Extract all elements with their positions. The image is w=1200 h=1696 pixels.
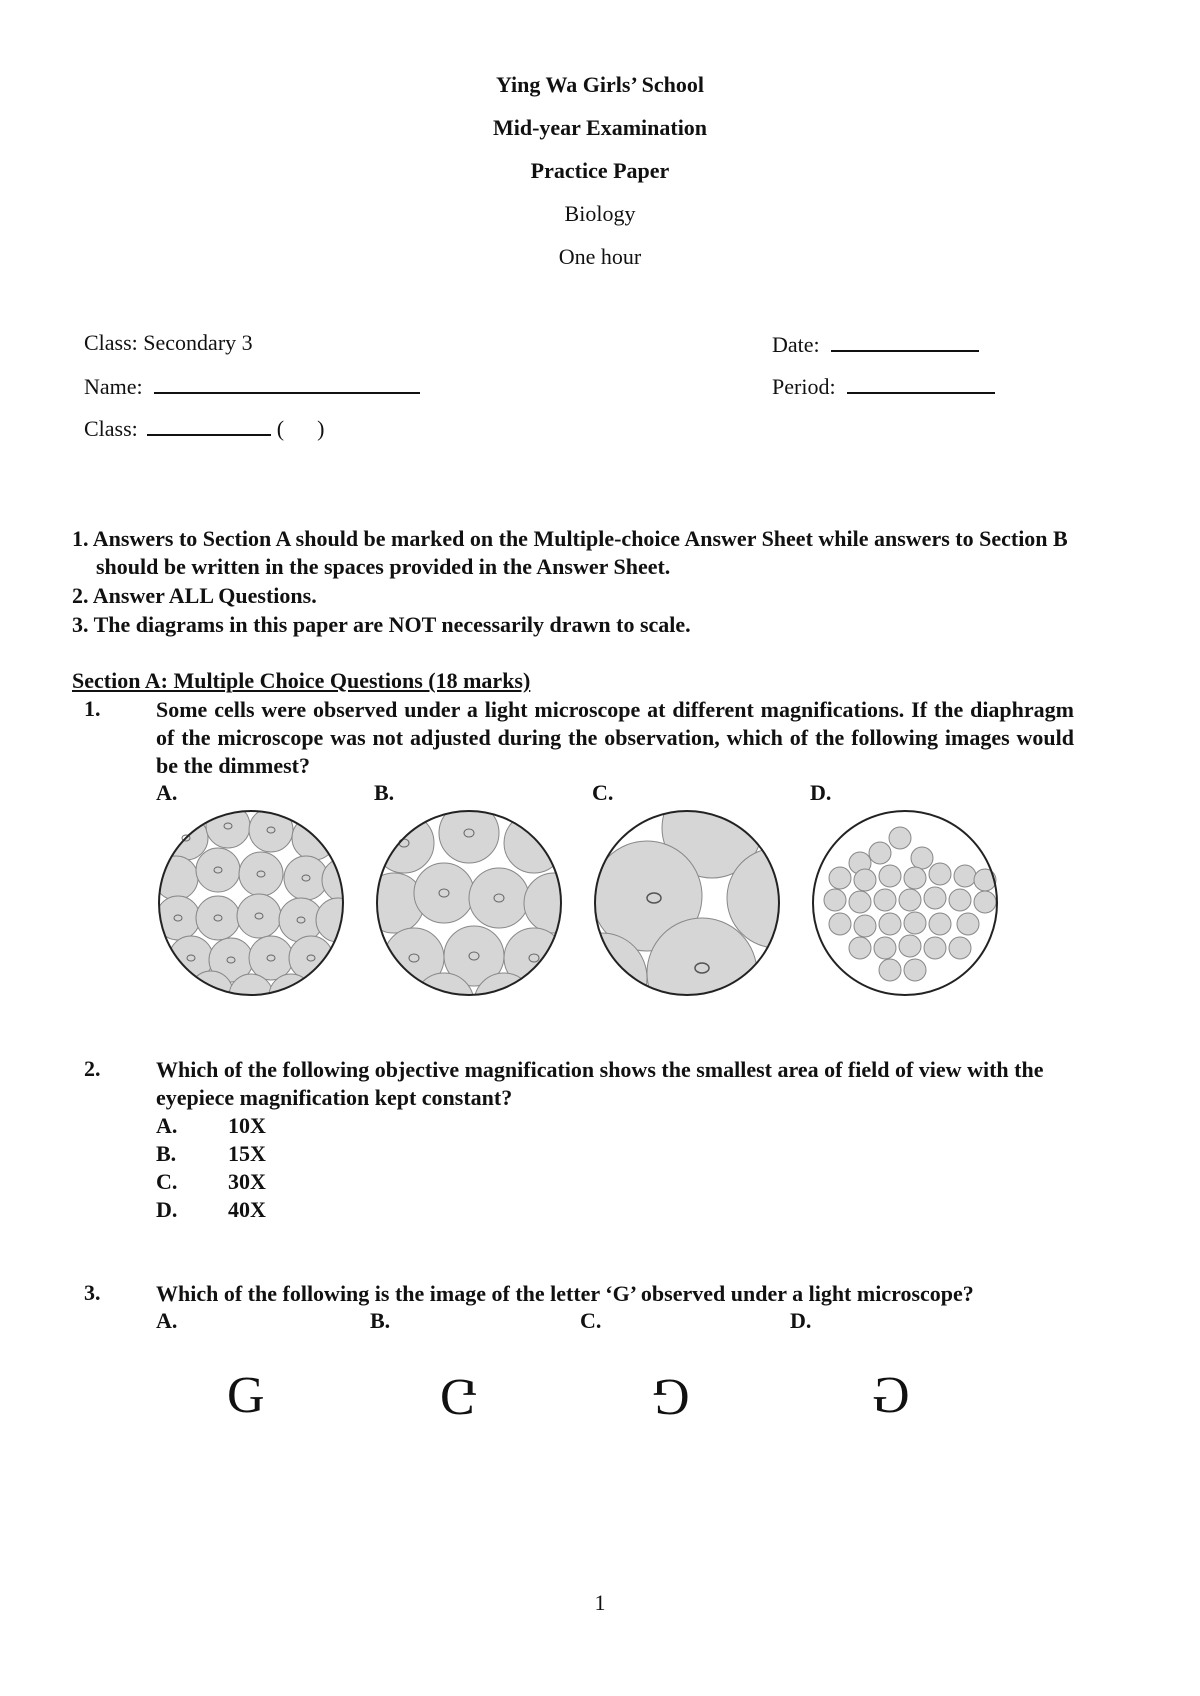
q2-option-c-value: 30X bbox=[228, 1169, 266, 1194]
instruction-1-cont: should be written in the spaces provided in the Answer Sheet. bbox=[96, 554, 671, 579]
letter-g-normal: G bbox=[227, 1367, 265, 1424]
q2-option-a[interactable] bbox=[156, 1113, 266, 1139]
name-label: Name: bbox=[84, 374, 143, 399]
q1-option-c[interactable]: C. bbox=[592, 780, 614, 805]
cells-view-icon bbox=[374, 808, 564, 998]
question-1-number: 1. bbox=[84, 696, 101, 721]
class-number-paren: ( ) bbox=[276, 416, 325, 441]
q2-option-b-letter: B. bbox=[156, 1141, 177, 1166]
question-3-number: 3. bbox=[84, 1280, 101, 1305]
question-3-text: Which of the following is the image of the letter ‘G’ observed under a light microscope? bbox=[156, 1281, 974, 1306]
letter-g-upside-down: G bbox=[440, 1368, 478, 1425]
q2-option-d-letter: D. bbox=[156, 1197, 178, 1222]
name-field[interactable] bbox=[84, 372, 420, 400]
q2-option-d[interactable] bbox=[156, 1197, 266, 1223]
subject: Biology bbox=[564, 201, 636, 226]
school-name: Ying Wa Girls’ School bbox=[495, 72, 704, 97]
period-blank bbox=[847, 372, 995, 394]
page-number: 1 bbox=[594, 1590, 606, 1615]
exam-title: Mid-year Examination bbox=[492, 115, 708, 140]
q2-option-b-value: 15X bbox=[228, 1141, 266, 1166]
cells-view-icon bbox=[592, 808, 782, 998]
q1-option-b[interactable]: B. bbox=[374, 780, 395, 805]
period-field[interactable] bbox=[772, 372, 995, 400]
q2-option-a-letter: A. bbox=[156, 1113, 178, 1138]
q2-option-c[interactable] bbox=[156, 1169, 266, 1195]
instruction-3: 3. The diagrams in this paper are NOT necessarily drawn to scale. bbox=[72, 612, 691, 637]
class-field[interactable] bbox=[84, 414, 324, 442]
cells-view-icon bbox=[810, 808, 1000, 998]
q3-option-b[interactable]: B. bbox=[370, 1308, 391, 1333]
q3-option-c[interactable]: C. bbox=[580, 1308, 602, 1333]
date-label: Date: bbox=[772, 332, 820, 357]
cells-view-icon bbox=[156, 808, 346, 998]
class-blank bbox=[147, 414, 271, 436]
letter-g-rotated: G bbox=[652, 1368, 690, 1425]
q1-option-d[interactable]: D. bbox=[810, 780, 832, 805]
question-2-number: 2. bbox=[84, 1056, 101, 1081]
question-2-text: Which of the following objective magnification shows the smallest area of field of view with the eyepiece magnification kept constant? bbox=[156, 1057, 1044, 1110]
q2-option-c-letter: C. bbox=[156, 1169, 178, 1194]
section-a-title: Section A: Multiple Choice Questions (18 marks) bbox=[72, 668, 531, 693]
q1-option-a[interactable]: A. bbox=[156, 780, 178, 805]
duration: One hour bbox=[558, 244, 642, 269]
paper-title: Practice Paper bbox=[530, 158, 670, 183]
question-1-text: Some cells were observed under a light microscope at different magnifications. If the diaphragm of the microscope was not adjusted during the observation, which of the following images would be the dimmest? bbox=[156, 697, 1074, 778]
instruction-1: 1. Answers to Section A should be marked on the Multiple-choice Answer Sheet while answers to Section B bbox=[72, 526, 1068, 551]
instruction-2: 2. Answer ALL Questions. bbox=[72, 583, 317, 608]
letter-g-mirrored: G bbox=[872, 1367, 910, 1424]
name-blank bbox=[154, 372, 420, 394]
class-fixed: Class: Secondary 3 bbox=[84, 330, 253, 355]
period-label: Period: bbox=[772, 374, 836, 399]
q2-option-a-value: 10X bbox=[228, 1113, 266, 1138]
date-blank bbox=[831, 330, 979, 352]
q2-option-d-value: 40X bbox=[228, 1197, 266, 1222]
date-field[interactable] bbox=[772, 330, 979, 358]
class-label: Class: bbox=[84, 416, 138, 441]
q3-option-d[interactable]: D. bbox=[790, 1308, 812, 1333]
q3-option-a[interactable]: A. bbox=[156, 1308, 178, 1333]
q2-option-b[interactable] bbox=[156, 1141, 266, 1167]
